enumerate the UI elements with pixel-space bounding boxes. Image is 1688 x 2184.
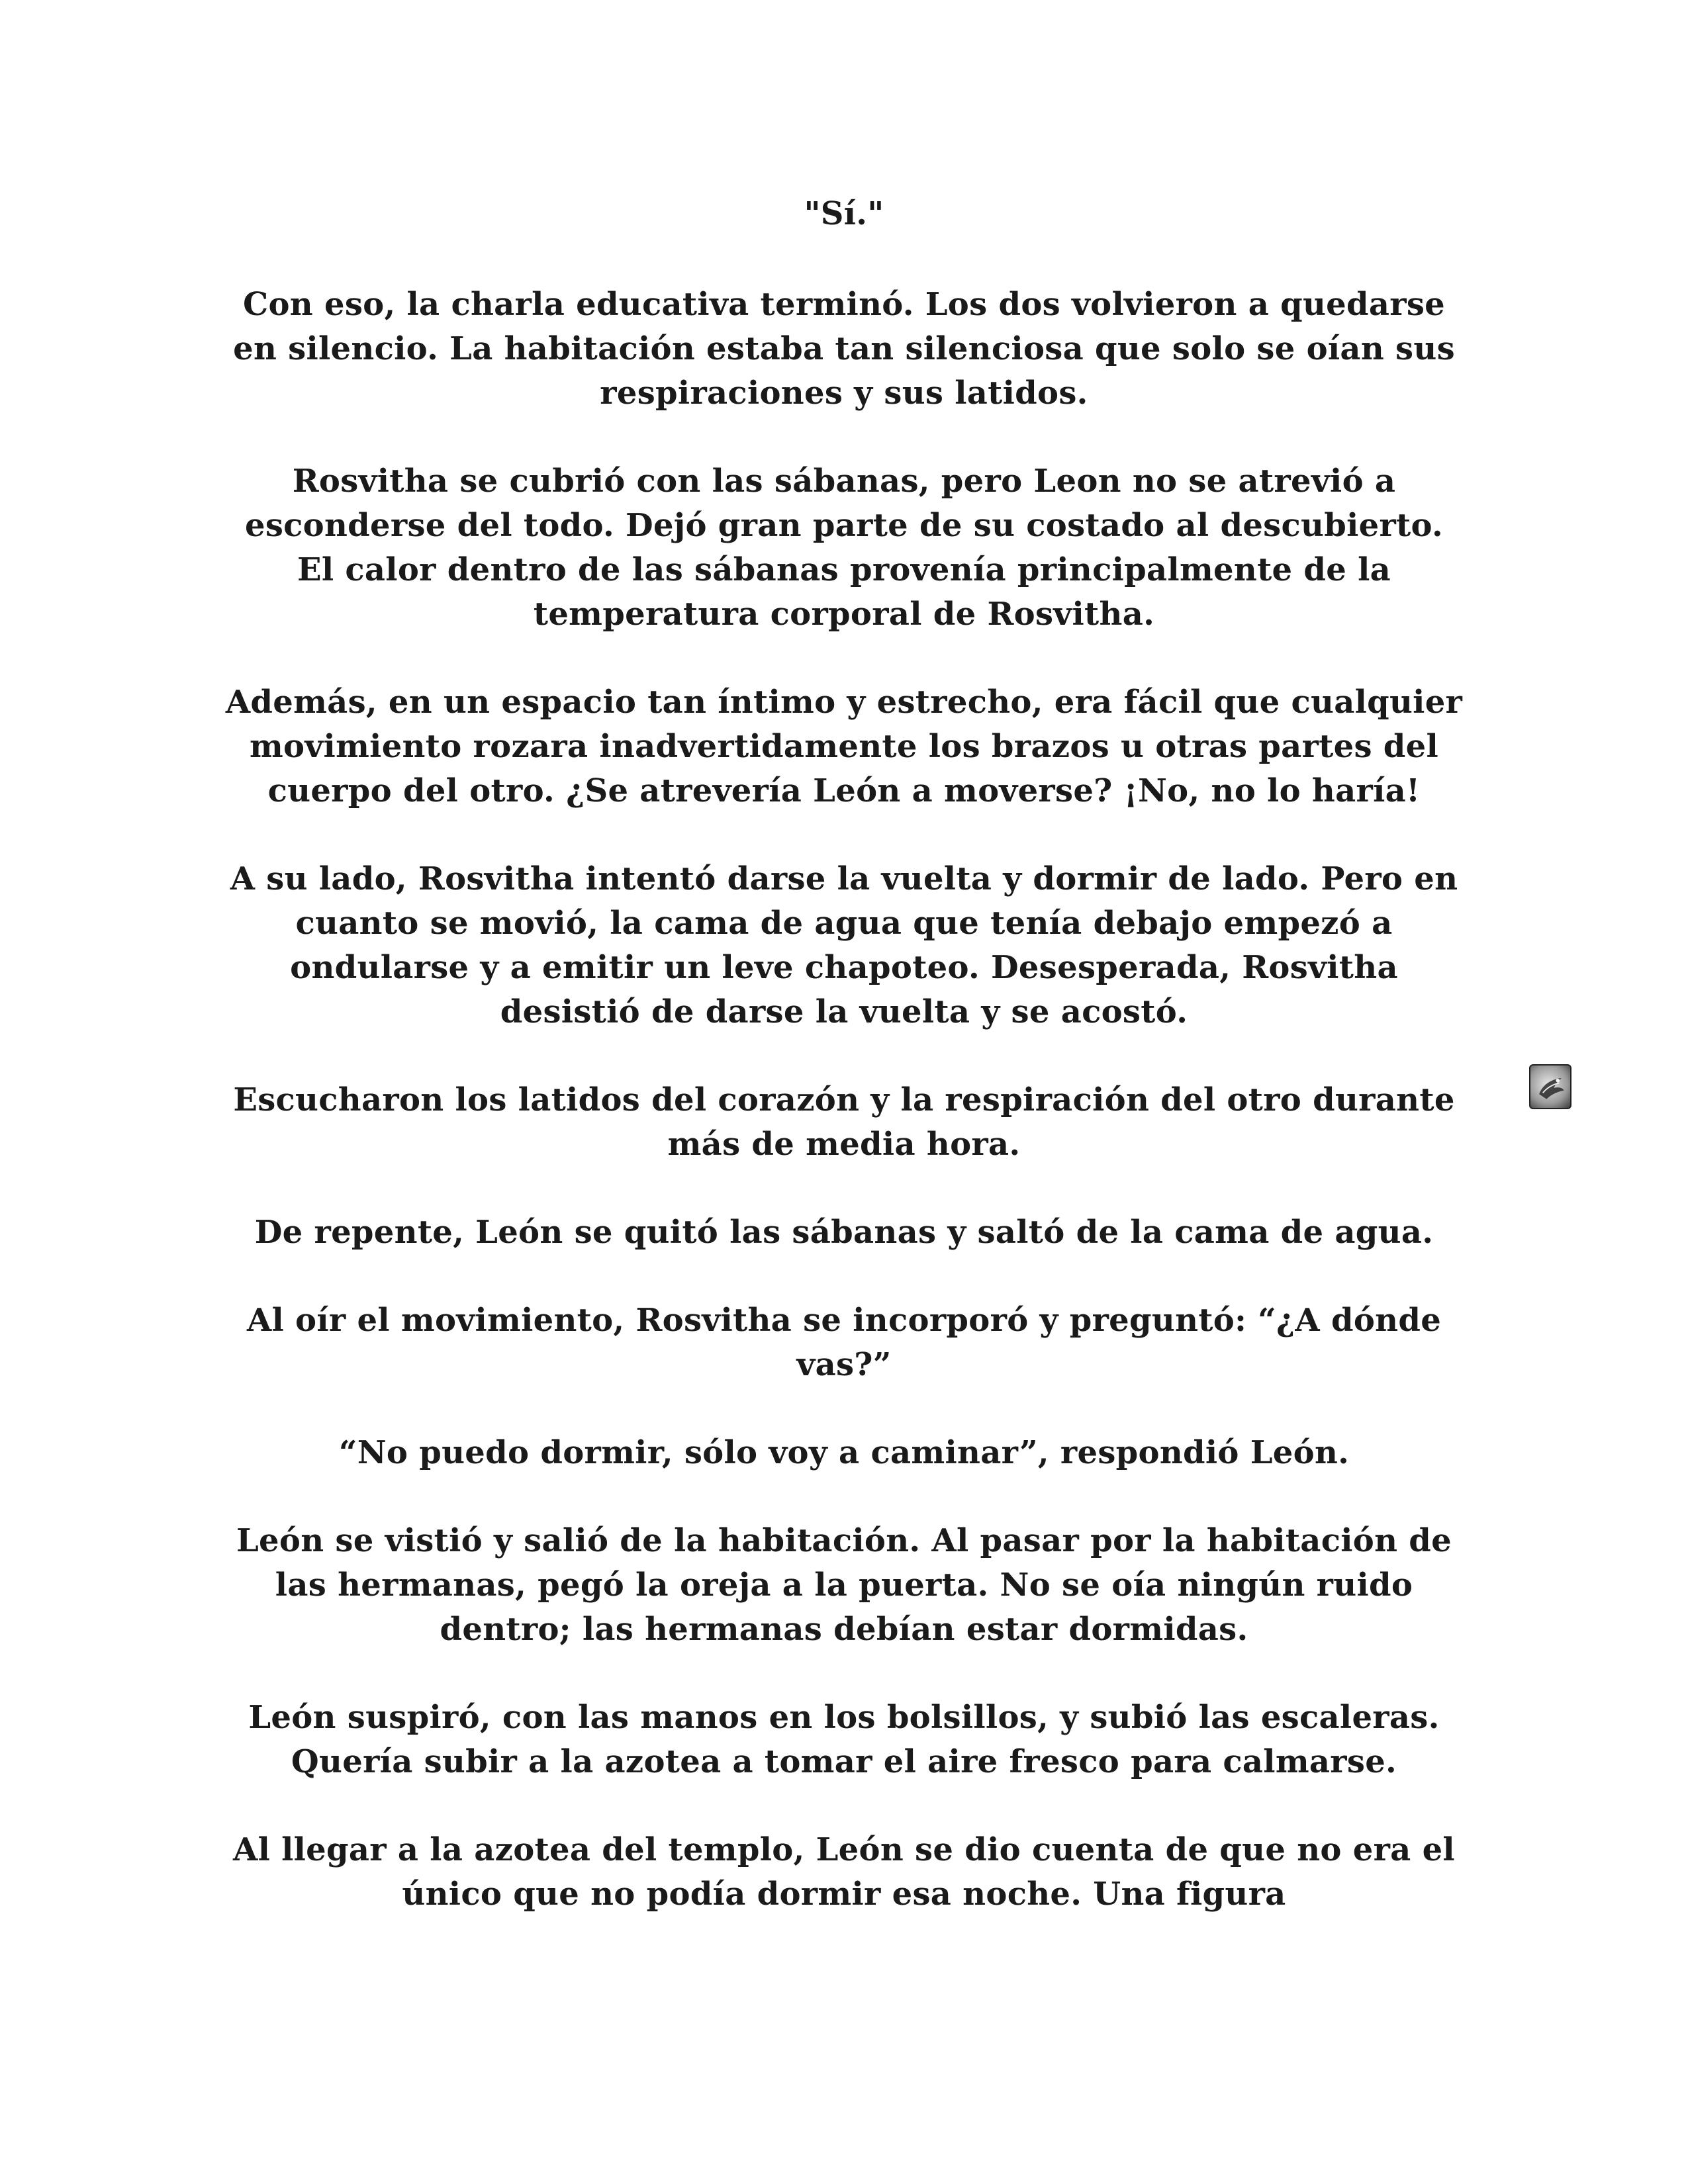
paragraph-1: "Sí." [804,195,884,232]
paragraph-9: “No puedo dormir, sólo voy a caminar”, respondió León. [338,1434,1350,1471]
paragraph-7: De repente, León se quitó las sábanas y saltó de la cama de agua. [254,1214,1434,1251]
paragraph-5: A su lado, Rosvitha intentó darse la vuelta y dormir de lado. Pero en cuanto se movió, la cama de agua que tenía debajo empezó a ondularse y a emitir un leve chapoteo. Desesperada, Rosvitha desistió de darse la vuelta y se acostó. [230,860,1458,1030]
paragraph-3: Rosvitha se cubrió con las sábanas, pero Leon no se atrevió a esconderse del todo. Dejó gran parte de su costado al descubierto. El calor dentro de las sábanas provenía principalmente de la temperatura corporal de Rosvitha. [244,463,1443,633]
paragraph-11: León suspiró, con las manos en los bolsillos, y subió las escaleras. Quería subir a la azotea a tomar el aire fresco para calmarse. [248,1699,1440,1780]
paragraph-2: Con eso, la charla educativa terminó. Los dos volvieron a quedarse en silencio. La habitación estaba tan silenciosa que solo se oían sus respiraciones y sus latidos. [233,286,1455,412]
document-page [225,192,1463,1960]
emblem-icon-graphic [1530,1066,1570,1108]
paragraph-4: Además, en un espacio tan íntimo y estrecho, era fácil que cualquier movimiento rozara inadvertidamente los brazos u otras partes del cuerpo del otro. ¿Se atrevería León a moverse? ¡No, no lo haría! [225,684,1463,809]
paragraph-10: León se vistió y salió de la habitación. Al pasar por la habitación de las hermanas, pegó la oreja a la puerta. No se oía ningún ruido dentro; las hermanas debían estar dormidas. [236,1522,1452,1648]
paragraph-6: Escucharon los latidos del corazón y la respiración del otro durante más de media hora. [233,1081,1455,1163]
emblem-icon[interactable] [1529,1064,1571,1109]
paragraph-8: Al oír el movimiento, Rosvitha se incorporó y preguntó: “¿A dónde vas?” [246,1302,1442,1383]
paragraph-12: Al llegar a la azotea del templo, León se dio cuenta de que no era el único que no podía dormir esa noche. Una figura [233,1831,1455,1913]
